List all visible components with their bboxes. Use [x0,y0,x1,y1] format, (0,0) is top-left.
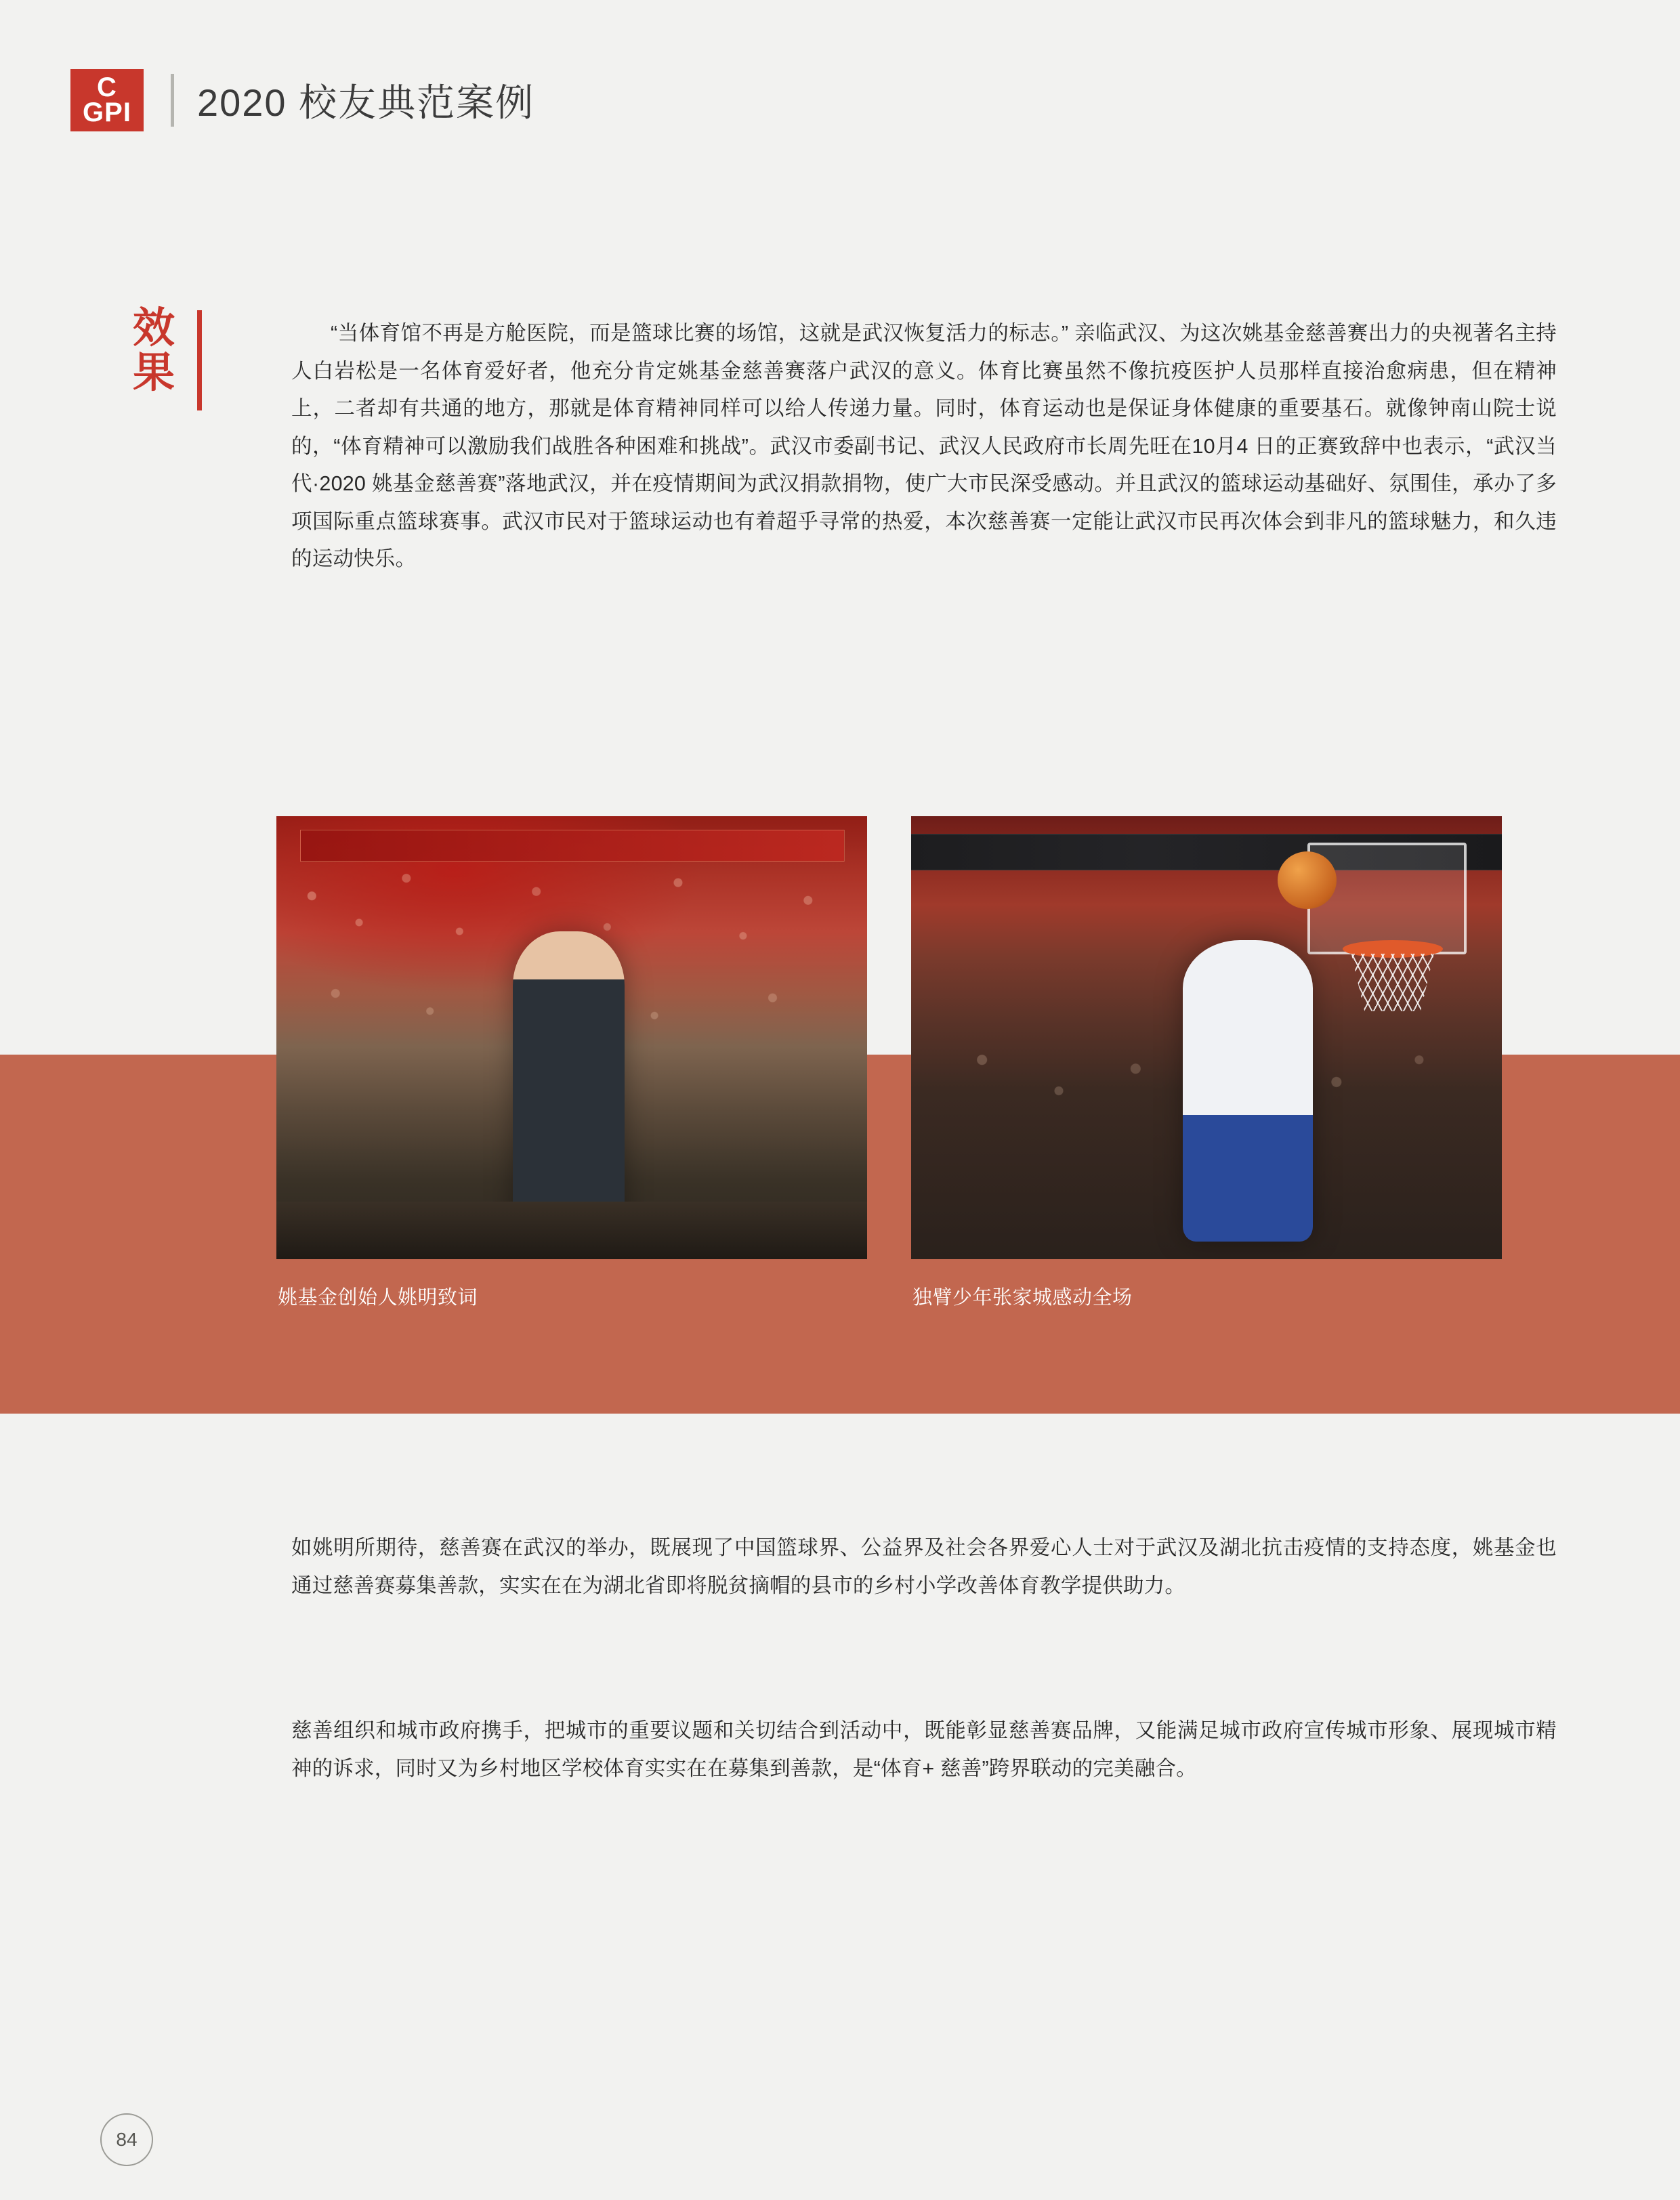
logo-line-1: C [97,72,117,103]
header-title: 2020 校友典范案例 [197,81,535,124]
page-number: 84 [100,2113,153,2166]
logo-line-2: GPI [83,98,131,127]
page-header [70,60,534,141]
header-divider [171,74,174,127]
lead-paragraph [291,315,1557,578]
photo-basketball [1278,851,1337,909]
section-label-effect [133,306,202,410]
photo-caption-1: 姚基金创始人姚明致词 [278,1287,478,1309]
section-label-text [133,306,175,395]
photo-court-floor [276,1202,867,1259]
cgpi-logo [70,69,144,131]
photo-zhang-jiacheng-layup [911,816,1502,1259]
photo-player-figure [1183,940,1313,1242]
section-label-accent-bar [197,310,202,410]
photo-backboard [1307,843,1467,954]
body-paragraph-2: 如姚明所期待，慈善赛在武汉的举办，既展现了中国篮球界、公益界及社会各界爱心人士对于武汉及湖北抗击疫情的支持态度，姚基金也通过慈善赛募集善款，实实在在为湖北省即将脱贫摘帽的县市的乡村小学改善体育教学提供助力。 [291,1536,1557,1597]
photo-yao-ming-speech [276,816,867,1259]
photo-speaker-figure [513,931,625,1233]
lead-paragraph-text: “当体育馆不再是方舱医院，而是篮球比赛的场馆，这就是武汉恢复活力的标志。” 亲临武汉、为这次姚基金慈善赛出力的央视著名主持人白岩松是一名体育爱好者，他充分肯定姚基金慈善赛落户武汉的意义。体育比赛虽然不像抗疫医护人员那样直接治愈病患，但在精神上，二者却有共通的地方，那就是体育精神同样可以给人传递力量。同时，体育运动也是保证身体健康的重要基石。就像钟南山院士说的，“体育精神可以激励我们战胜各种困难和挑战”。武汉市委副书记、武汉人民政府市长周先旺在10月4 日的正赛致辞中也表示，“武汉当代·2020 姚基金慈善赛”落地武汉，并在疫情期间为武汉捐款捐物，使广大市民深受感动。并且武汉的篮球运动基础好、氛围佳，承办了多项国际重点篮球赛事。武汉市民对于篮球运动也有着超乎寻常的热爱，本次慈善赛一定能让武汉市民再次体会到非凡的篮球魅力，和久违的运动快乐。 [291,322,1557,570]
photo-net [1351,954,1434,1011]
section-label-char-2: 果 [133,349,176,396]
section-label-char-1: 效 [133,305,176,352]
body-paragraph-3: 慈善组织和城市政府携手，把城市的重要议题和关切结合到活动中，既能彰显慈善赛品牌，又能满足城市政府宣传城市形象、展现城市精神的诉求，同时又为乡村地区学校体育实实在在募集到善款，是“体育+ 慈善”跨界联动的完美融合。 [291,1719,1557,1780]
photo-caption-2: 独臂少年张家城感动全场 [912,1287,1133,1309]
photo-arena-banner [300,830,845,862]
